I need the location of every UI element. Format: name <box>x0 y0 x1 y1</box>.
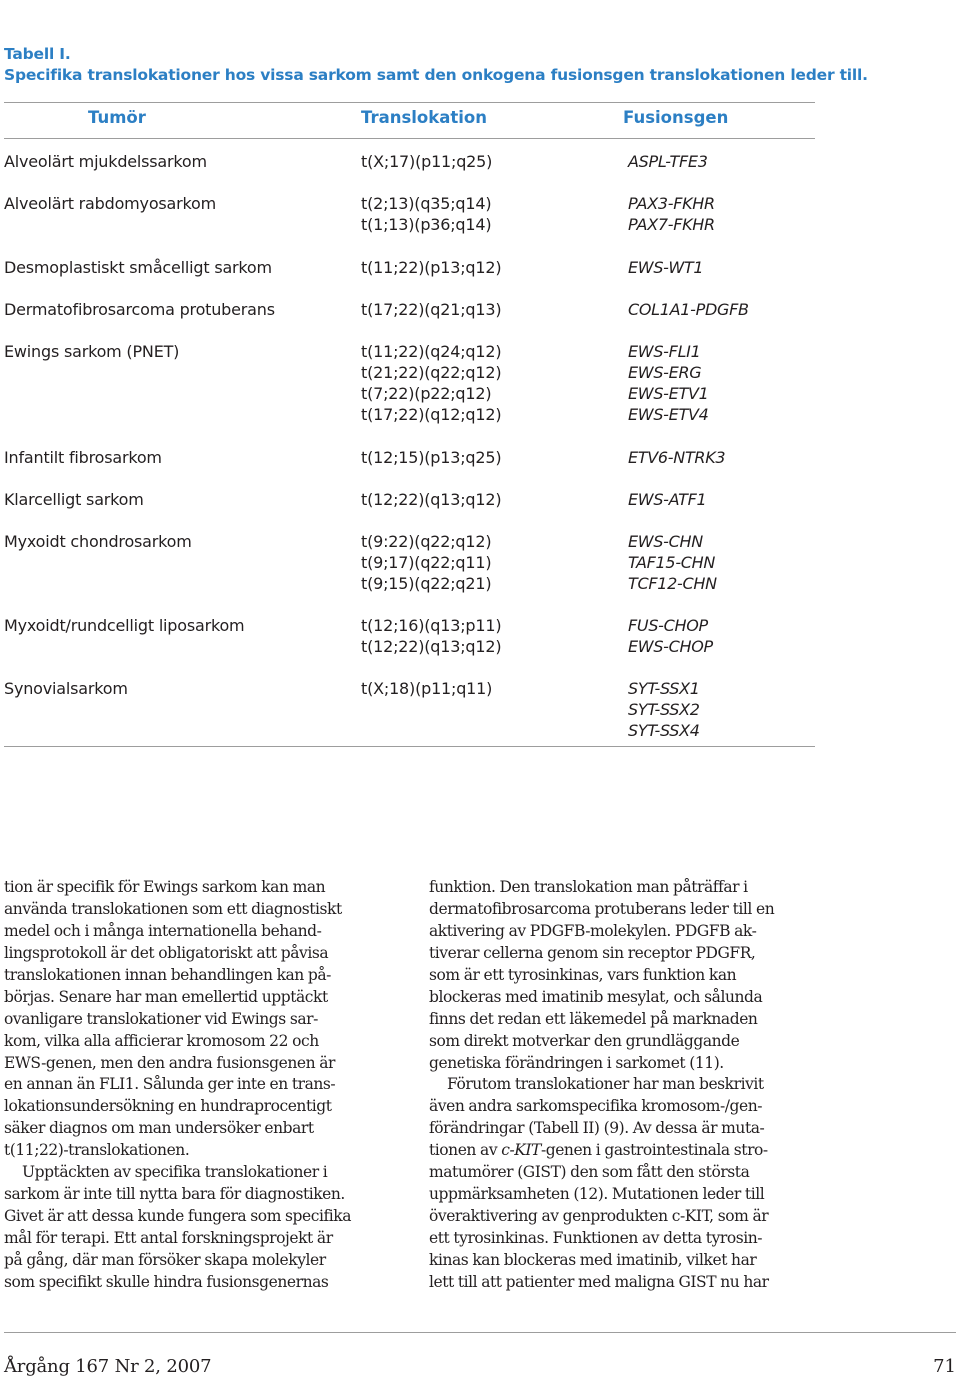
tumor-cell: Synovialsarkom <box>4 679 128 698</box>
text-line: förändringar (Tabell II) (9). Av dessa är muta- <box>429 1119 765 1138</box>
text-line: Förutom translokationer har man beskrivit <box>447 1075 764 1094</box>
translocation-cell <box>361 193 491 235</box>
translocation-cell <box>361 447 501 468</box>
tumor-cell: Myxoidt/rundcelligt liposarkom <box>4 616 245 635</box>
text-line: lett till att patienter med maligna GIST nu har <box>429 1272 769 1291</box>
translocation-value: t(11;22)(p13;q12) <box>361 258 502 277</box>
translocation-value: t(X;17)(p11;q25) <box>361 152 493 171</box>
tumor-cell: Ewings sarkom (PNET) <box>4 342 180 361</box>
translocation-value: t(12;16)(q13;p11) <box>361 616 502 635</box>
text-line: sarkom är inte till nytta bara för diagnostiken. <box>4 1185 345 1204</box>
fusion-value: SYT-SSX2 <box>628 700 700 719</box>
fusion-value: EWS-ERG <box>628 363 702 382</box>
translocation-value: t(1;13)(p36;q14) <box>361 215 492 234</box>
text-line: t(11;22)-translokationen. <box>4 1141 190 1160</box>
footer-rule <box>4 1332 956 1333</box>
translocation-value: t(12;22)(q13;q12) <box>361 490 502 509</box>
translocation-value: t(9:22)(q22;q12) <box>361 532 492 551</box>
fusion-value: EWS-ETV1 <box>628 384 709 403</box>
text-line: aktivering av PDGFB-molekylen. PDGFB ak- <box>429 921 757 940</box>
fusion-value: ETV6-NTRK3 <box>628 448 726 467</box>
text-line: lokationsundersökning en hundraprocentigt <box>4 1097 332 1116</box>
text-line: en annan än FLI1. Sålunda ger inte en trans- <box>4 1075 336 1094</box>
body-column-left <box>4 877 391 1294</box>
footer-issue: Årgång 167 Nr 2, 2007 <box>4 1356 212 1377</box>
tumor-cell: Dermatofibrosarcoma protuberans <box>4 300 275 319</box>
fusion-value: EWS-CHN <box>628 532 703 551</box>
text-line: som är ett tyrosinkinas, vars funktion kan <box>429 965 737 984</box>
tumor-cell: Myxoidt chondrosarkom <box>4 532 192 551</box>
translocation-value: t(21;22)(q22;q12) <box>361 363 502 382</box>
text-line: translokationen innan behandlingen kan på- <box>4 965 331 984</box>
fusion-value: EWS-CHOP <box>628 637 713 656</box>
text-line: dermatofibrosarcoma protuberans leder till en <box>429 899 775 918</box>
header-translocation: Translokation <box>361 108 488 127</box>
text-line: ovanligare translokationer vid Ewings sar- <box>4 1009 318 1028</box>
text-line: på gång, där man försöker skapa molekyler <box>4 1250 326 1269</box>
fusion-cell <box>628 615 713 657</box>
translocation-value: t(9;17)(q22;q11) <box>361 553 492 572</box>
text-line: mål för terapi. Ett antal forskningsprojekt är <box>4 1229 333 1247</box>
translocation-value: t(2;13)(q35;q14) <box>361 194 492 213</box>
table-top-rule <box>4 102 815 103</box>
text-line: funktion. Den translokation man påträffar i <box>429 878 748 896</box>
text-line: Upptäckten av specifika translokationer i <box>22 1163 328 1182</box>
table-header-rule <box>4 138 815 139</box>
translocation-value: t(12;15)(p13;q25) <box>361 448 502 467</box>
text-line: tion är specifik för Ewings sarkom kan man <box>4 878 326 896</box>
tumor-cell: Desmoplastiskt småcelligt sarkom <box>4 258 272 277</box>
translocation-value: t(17;22)(q12;q12) <box>361 405 502 424</box>
fusion-cell <box>628 257 703 278</box>
translocation-cell <box>361 678 492 699</box>
table-caption <box>4 44 944 86</box>
text-line: kom, vilka alla afficierar kromosom 22 och <box>4 1031 319 1050</box>
text-line: säker diagnos om man undersöker enbart <box>4 1119 314 1138</box>
fusion-value: TCF12-CHN <box>628 574 717 593</box>
fusion-value: PAX3-FKHR <box>628 194 715 213</box>
text-line: EWS-genen, men den andra fusionsgenen är <box>4 1053 335 1072</box>
table-bottom-rule <box>4 746 815 747</box>
fusion-value: COL1A1-PDGFB <box>628 300 749 319</box>
text-line: uppmärksamheten (12). Mutationen leder till <box>429 1185 765 1204</box>
text-line: Givet är att dessa kunde fungera som specifika <box>4 1207 351 1226</box>
translocation-value: t(X;18)(p11;q11) <box>361 679 493 698</box>
text-line: medel och i många internationella behand- <box>4 921 322 940</box>
translocation-value: t(17;22)(q21;q13) <box>361 300 502 319</box>
text-line: använda translokationen som ett diagnostiskt <box>4 899 342 918</box>
translocation-cell <box>361 299 501 320</box>
fusion-value: ASPL-TFE3 <box>628 152 708 171</box>
fusion-value: EWS-ATF1 <box>628 490 707 509</box>
text-fragment: tionen av <box>429 1141 502 1160</box>
tumor-cell: Alveolärt mjukdelssarkom <box>4 152 207 171</box>
translocation-value: t(12;22)(q13;q12) <box>361 637 502 656</box>
fusion-cell <box>628 341 708 425</box>
translocation-cell <box>361 257 501 278</box>
text-line: lingsprotokoll är det obligatoriskt att påvisa <box>4 943 329 962</box>
fusion-value: EWS-ETV4 <box>628 405 709 424</box>
header-fusion: Fusionsgen <box>623 108 729 127</box>
text-line: tiverar cellerna genom sin receptor PDGFR, <box>429 943 756 962</box>
fusion-value: PAX7-FKHR <box>628 215 715 234</box>
fusion-value: SYT-SSX1 <box>628 679 700 698</box>
header-tumor: Tumör <box>88 108 146 127</box>
text-line: ett tyrosinkinas. Funktionen av detta tyrosin- <box>429 1229 763 1247</box>
fusion-cell <box>628 193 715 235</box>
translocation-cell <box>361 489 501 510</box>
text-line: finns det redan ett läkemedel på marknaden <box>429 1009 758 1028</box>
translocation-cell <box>361 341 501 425</box>
translocation-value: t(7;22)(p22;q12) <box>361 384 492 403</box>
translocation-cell <box>361 151 492 172</box>
text-line: genetiska förändringen i sarkomet (11). <box>429 1053 724 1072</box>
fusion-cell <box>628 151 708 172</box>
fusion-value: SYT-SSX4 <box>628 721 700 740</box>
table-title: Specifika translokationer hos vissa sarkom samt den onkogena fusionsgen translokationen leder till. <box>4 66 868 84</box>
text-fragment: -genen i gastrointestinala stro- <box>540 1141 768 1160</box>
translocation-value: t(9;15)(q22;q21) <box>361 574 492 593</box>
fusion-cell <box>628 531 717 594</box>
body-column-right <box>429 877 816 1294</box>
translocation-value: t(11;22)(q24;q12) <box>361 342 502 361</box>
fusion-cell <box>628 489 706 510</box>
tumor-cell: Alveolärt rabdomyosarkom <box>4 194 216 213</box>
table-label: Tabell I. <box>4 45 71 63</box>
fusion-cell <box>628 447 725 468</box>
fusion-value: EWS-WT1 <box>628 258 704 277</box>
fusion-value: EWS-FLI1 <box>628 342 701 361</box>
text-line: som direkt motverkar den grundläggande <box>429 1031 740 1050</box>
text-line: börjas. Senare har man emellertid upptäckt <box>4 987 328 1006</box>
page-number: 71 <box>933 1356 956 1377</box>
text-line: överaktivering av genprodukten c-KIT, som är <box>429 1207 769 1226</box>
text-line <box>429 1140 816 1162</box>
tumor-cell: Klarcelligt sarkom <box>4 490 144 509</box>
fusion-value: TAF15-CHN <box>628 553 716 572</box>
text-line: blockeras med imatinib mesylat, och sålunda <box>429 987 763 1006</box>
fusion-cell <box>628 678 700 741</box>
text-line: matumörer (GIST) den som fått den största <box>429 1163 750 1182</box>
text-line: kinas kan blockeras med imatinib, vilket har <box>429 1250 757 1269</box>
gene-name-italic: c-KIT <box>501 1141 541 1160</box>
tumor-cell: Infantilt fibrosarkom <box>4 448 162 467</box>
fusion-cell <box>628 299 749 320</box>
text-line: även andra sarkomspecifika kromosom-/gen- <box>429 1097 763 1116</box>
text-line: som specifikt skulle hindra fusionsgenernas <box>4 1272 329 1291</box>
translocation-cell <box>361 531 491 594</box>
translocation-cell <box>361 615 501 657</box>
fusion-value: FUS-CHOP <box>628 616 708 635</box>
